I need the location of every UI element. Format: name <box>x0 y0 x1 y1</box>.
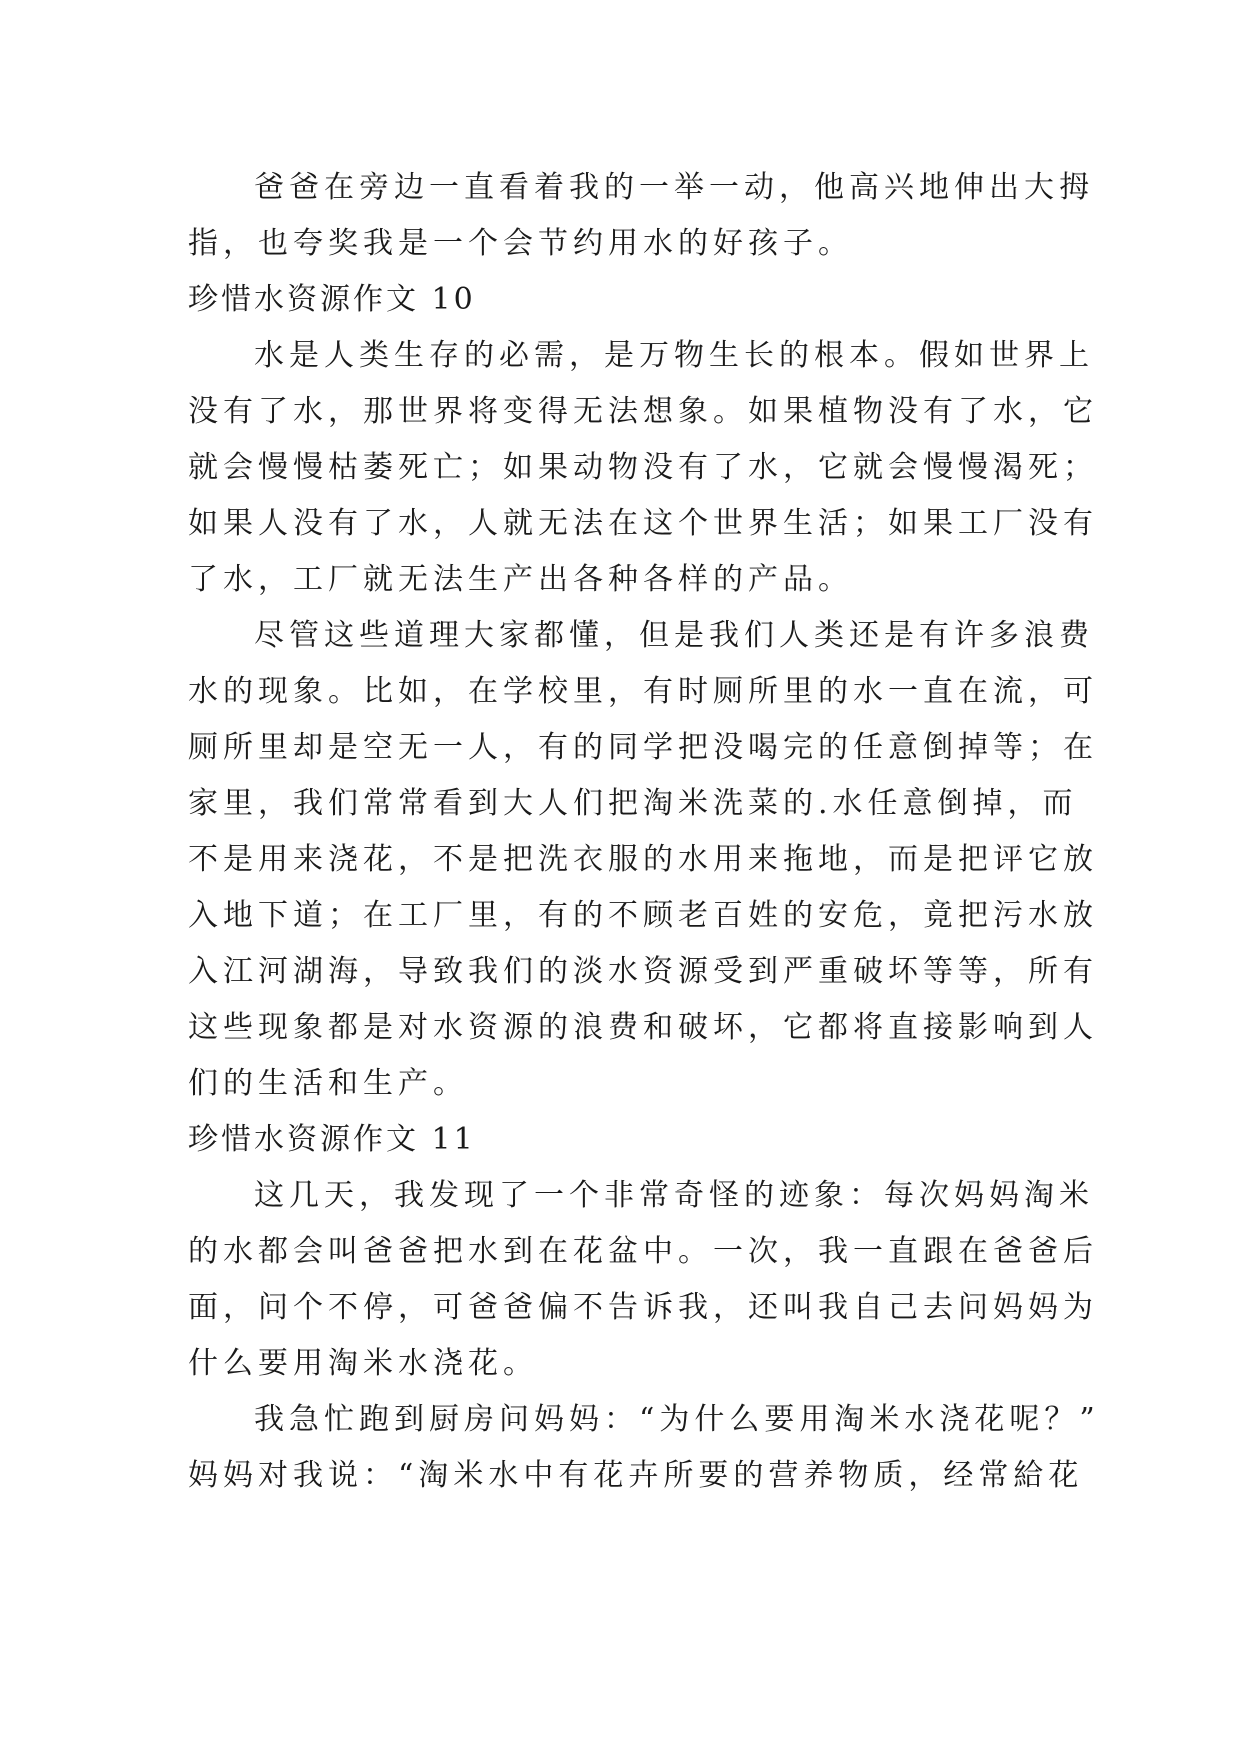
paragraph-line: 的水都会叫爸爸把水到在花盆中。一次，我一直跟在爸爸后 <box>188 1234 1098 1269</box>
paragraph-line: 爸爸在旁边一直看着我的一举一动，他高兴地伸出大拇 <box>254 170 1094 205</box>
document-body <box>188 160 1100 1504</box>
paragraph-line: 这些现象都是对水资源的浪费和破坏，它都将直接影响到人 <box>188 1010 1098 1045</box>
paragraph-line: 不是用来浇花，不是把洗衣服的水用来拖地，而是把评它放 <box>188 842 1098 877</box>
paragraph-line: 水的现象。比如，在学校里，有时厕所里的水一直在流，可 <box>188 674 1098 709</box>
paragraph <box>188 608 1098 1112</box>
paragraph-line: 妈妈对我说：“淘米水中有花卉所要的营养物质，经常給花 <box>188 1458 1084 1493</box>
paragraph-line: 如果人没有了水，人就无法在这个世界生活；如果工厂没有 <box>188 506 1098 541</box>
paragraph-line: 就会慢慢枯萎死亡；如果动物没有了水，它就会慢慢渴死； <box>188 450 1098 485</box>
paragraph-line: 入江河湖海，导致我们的淡水资源受到严重破坏等等，所有 <box>188 954 1098 989</box>
paragraph-line: 尽管这些道理大家都懂，但是我们人类还是有许多浪费 <box>254 618 1094 653</box>
paragraph-line: 指，也夸奖我是一个会节约用水的好孩子。 <box>188 226 853 261</box>
paragraph-line: 水是人类生存的必需，是万物生长的根本。假如世界上 <box>254 338 1094 373</box>
paragraph <box>188 328 1098 608</box>
paragraph-line: 入地下道；在工厂里，有的不顾老百姓的安危，竟把污水放 <box>188 898 1098 933</box>
paragraph <box>188 1168 1098 1392</box>
paragraph-line: 了水，工厂就无法生产出各种各样的产品。 <box>188 562 853 597</box>
section-heading: 珍惜水资源作文 10 <box>188 282 476 317</box>
section-heading: 珍惜水资源作文 11 <box>188 1122 476 1157</box>
paragraph-line: 家里，我们常常看到大人们把淘米洗菜的.水任意倒掉，而 <box>188 786 1078 821</box>
paragraph-line: 这几天，我发现了一个非常奇怪的迹象：每次妈妈淘米 <box>254 1178 1094 1213</box>
paragraph-line: 厕所里却是空无一人，有的同学把没喝完的任意倒掉等；在 <box>188 730 1098 765</box>
paragraph-line: 没有了水，那世界将变得无法想象。如果植物没有了水，它 <box>188 394 1098 429</box>
paragraph <box>188 1392 1100 1504</box>
paragraph-line: 我急忙跑到厨房问妈妈：“为什么要用淘米水浇花呢？” <box>254 1402 1100 1437</box>
paragraph-line: 们的生活和生产。 <box>188 1066 468 1101</box>
paragraph-line: 面，问个不停，可爸爸偏不告诉我，还叫我自己去问妈妈为 <box>188 1290 1098 1325</box>
paragraph <box>188 160 1094 272</box>
paragraph-line: 什么要用淘米水浇花。 <box>188 1346 538 1381</box>
